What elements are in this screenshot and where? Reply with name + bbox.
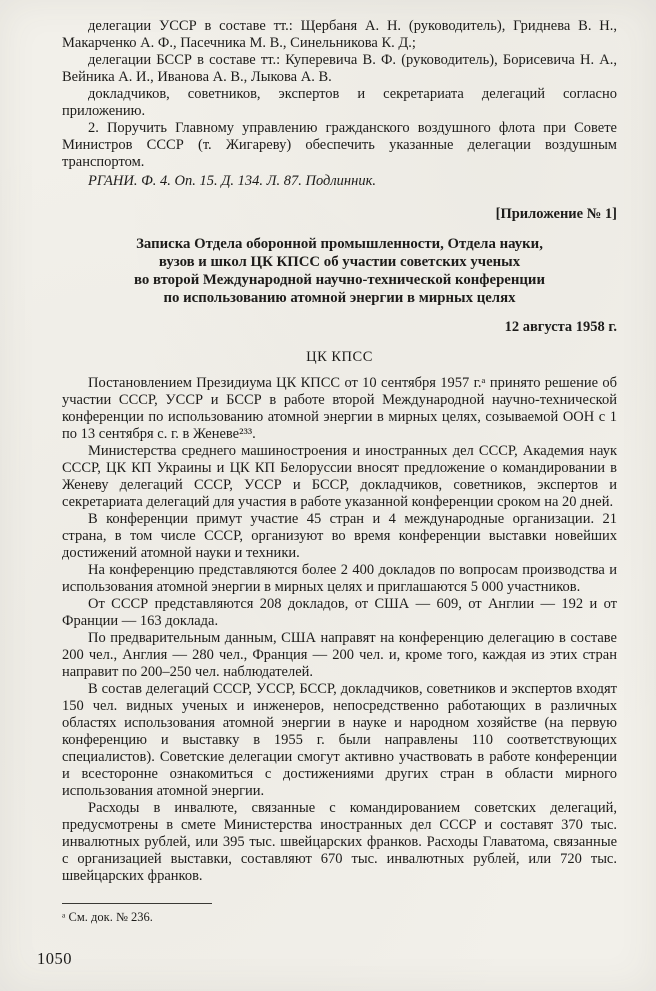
body-paragraph-resolution: Постановлением Президиума ЦК КПСС от 10 сентября 1957 г.ᵃ принято решение об участии СССР, УССР и БССР в работе второй Международной научно-технической конференции по использованию атомной энергии в мирных целях, созываемой ООН с 1 по 13 сентября с. г. в Женеве²³³. bbox=[62, 375, 617, 442]
page-number: 1050 bbox=[37, 949, 72, 968]
archive-reference: РГАНИ. Ф. 4. Оп. 15. Д. 134. Л. 87. Подлинник. bbox=[88, 173, 376, 189]
body-paragraph-reports-by-country: От СССР представляются 208 докладов, от США — 609, от Англии — 192 и от Франции — 163 доклада. bbox=[62, 596, 617, 629]
body-paragraph-expenses: Расходы в инвалюте, связанные с командированием советских делегаций, предусмотрены в смете Министерства иностранных дел СССР и составят 370 тыс. инвалютных рублей, или 395 тыс. швейцарских франков. Расходы Главатома, связанные с организацией выставки, составляют 670 тыс. инвалютных рублей, или 720 тыс. швейцарских франков. bbox=[62, 800, 617, 884]
body-paragraph-soviet-delegation: В состав делегаций СССР, УССР, БССР, докладчиков, советников и экспертов входят 150 чел. видных ученых и инженеров, непосредственно работающих в различных областях использования атомной энергии в науке и народном хозяйстве (на первую конференцию и выставку в 1955 г. были направлены 110 соответствующих специалистов). Советские делегации смогут активно участвовать в работе конференции и всесторонне ознакомиться с достижениями других стран в области мирного использования атомной энергии. bbox=[62, 681, 617, 799]
top-paragraph-delegation-bssr: делегации БССР в составе тт.: Куперевича В. Ф. (руководитель), Борисевича Н. А., Вейника А. И., Иванова А. В., Лыкова А. В. bbox=[62, 52, 617, 85]
document-title-line: по использованию атомной энергии в мирных целях bbox=[163, 290, 516, 306]
footnote: ᵃ См. док. № 236. bbox=[62, 910, 153, 924]
body-paragraph-reports-count: На конференцию представляются более 2 400 докладов по вопросам производства и использования атомной энергии в мирных целях и приглашаются 5 000 участников. bbox=[62, 562, 617, 595]
addressee: ЦК КПСС bbox=[306, 349, 373, 365]
appendix-label: [Приложение № 1] bbox=[495, 206, 617, 222]
top-paragraph-delegation-ussr: делегации УССР в составе тт.: Щербаня А. Н. (руководитель), Гриднева В. Н., Макарченко А. Ф., Пасечника М. В., Синельникова К. Д.; bbox=[62, 18, 617, 51]
footnote-separator bbox=[62, 903, 212, 904]
top-paragraph-transport: 2. Поручить Главному управлению гражданского воздушного флота при Совете Министров СССР (т. Жигареву) обеспечить указанные делегации воздушным транспортом. bbox=[62, 120, 617, 170]
document-date: 12 августа 1958 г. bbox=[504, 319, 617, 335]
body-paragraph-delegation-sizes: По предварительным данным, США направят на конференцию делегацию в составе 200 чел., Англия — 280 чел., Франция — 200 чел. и, кроме того, каждая из этих стран направит по 200–250 чел. наблюдателей. bbox=[62, 630, 617, 680]
document-title-line: вузов и школ ЦК КПСС об участии советских ученых bbox=[158, 254, 521, 270]
body-paragraph-participants: В конференции примут участие 45 стран и 4 международные организации. 21 страна, в том числе СССР, организуют во время конференции выставки новейших достижений атомной науки и техники. bbox=[62, 511, 617, 561]
document-title-line: во второй Международной научно-технической конференции bbox=[134, 272, 545, 288]
document-title bbox=[62, 235, 617, 307]
document-title-line: Записка Отдела оборонной промышленности, Отдела науки, bbox=[136, 236, 543, 252]
body-paragraph-ministries: Министерства среднего машиностроения и иностранных дел СССР, Академия наук СССР, ЦК КП Украины и ЦК КП Белоруссии вносят предложение о командировании в Женеву делегаций СССР, УССР и БССР, докладчиков, советников, экспертов и секретариата делегаций для участия в работе указанной конференции сроком на 20 дней. bbox=[62, 443, 617, 510]
top-paragraph-speakers: докладчиков, советников, экспертов и секретариата делегаций согласно приложению. bbox=[62, 86, 617, 119]
